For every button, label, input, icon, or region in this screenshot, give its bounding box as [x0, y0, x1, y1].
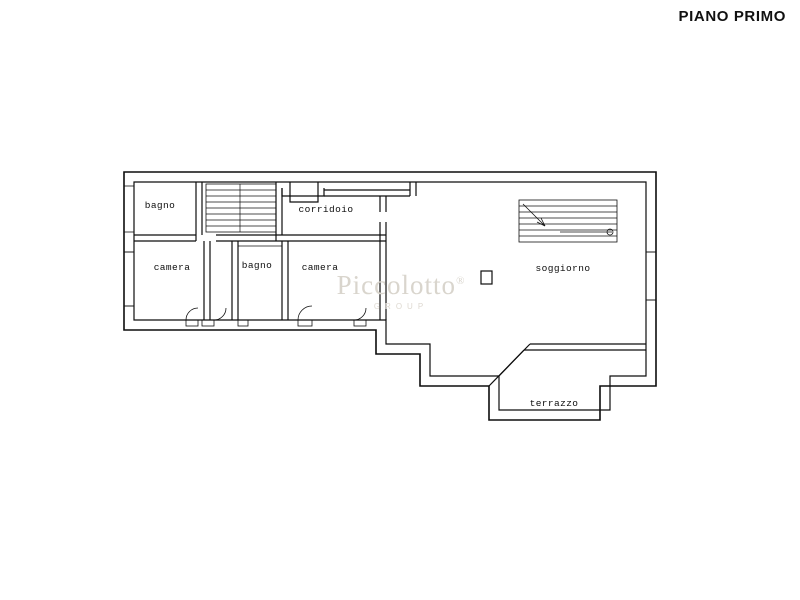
watermark-subtitle: GROUP [373, 302, 429, 311]
page-title: PIANO PRIMO [678, 8, 786, 25]
room-label-soggiorno: soggiorno [535, 263, 591, 274]
staircase-right [519, 200, 617, 242]
staircase-left [206, 184, 276, 232]
room-label-bagno_1: bagno [144, 200, 176, 211]
interior-walls-right-wing [481, 252, 656, 420]
watermark-main: Piccolotto [336, 270, 457, 300]
room-label-corridoio: corridoio [298, 204, 354, 215]
room-label-camera_2: camera [301, 262, 339, 273]
watermark-registered-mark: ® [456, 275, 466, 287]
room-label-bagno_2: bagno [241, 260, 273, 271]
room-label-camera_1: camera [153, 262, 191, 273]
room-label-terrazzo: terrazzo [529, 398, 579, 409]
room-labels [145, 200, 591, 409]
